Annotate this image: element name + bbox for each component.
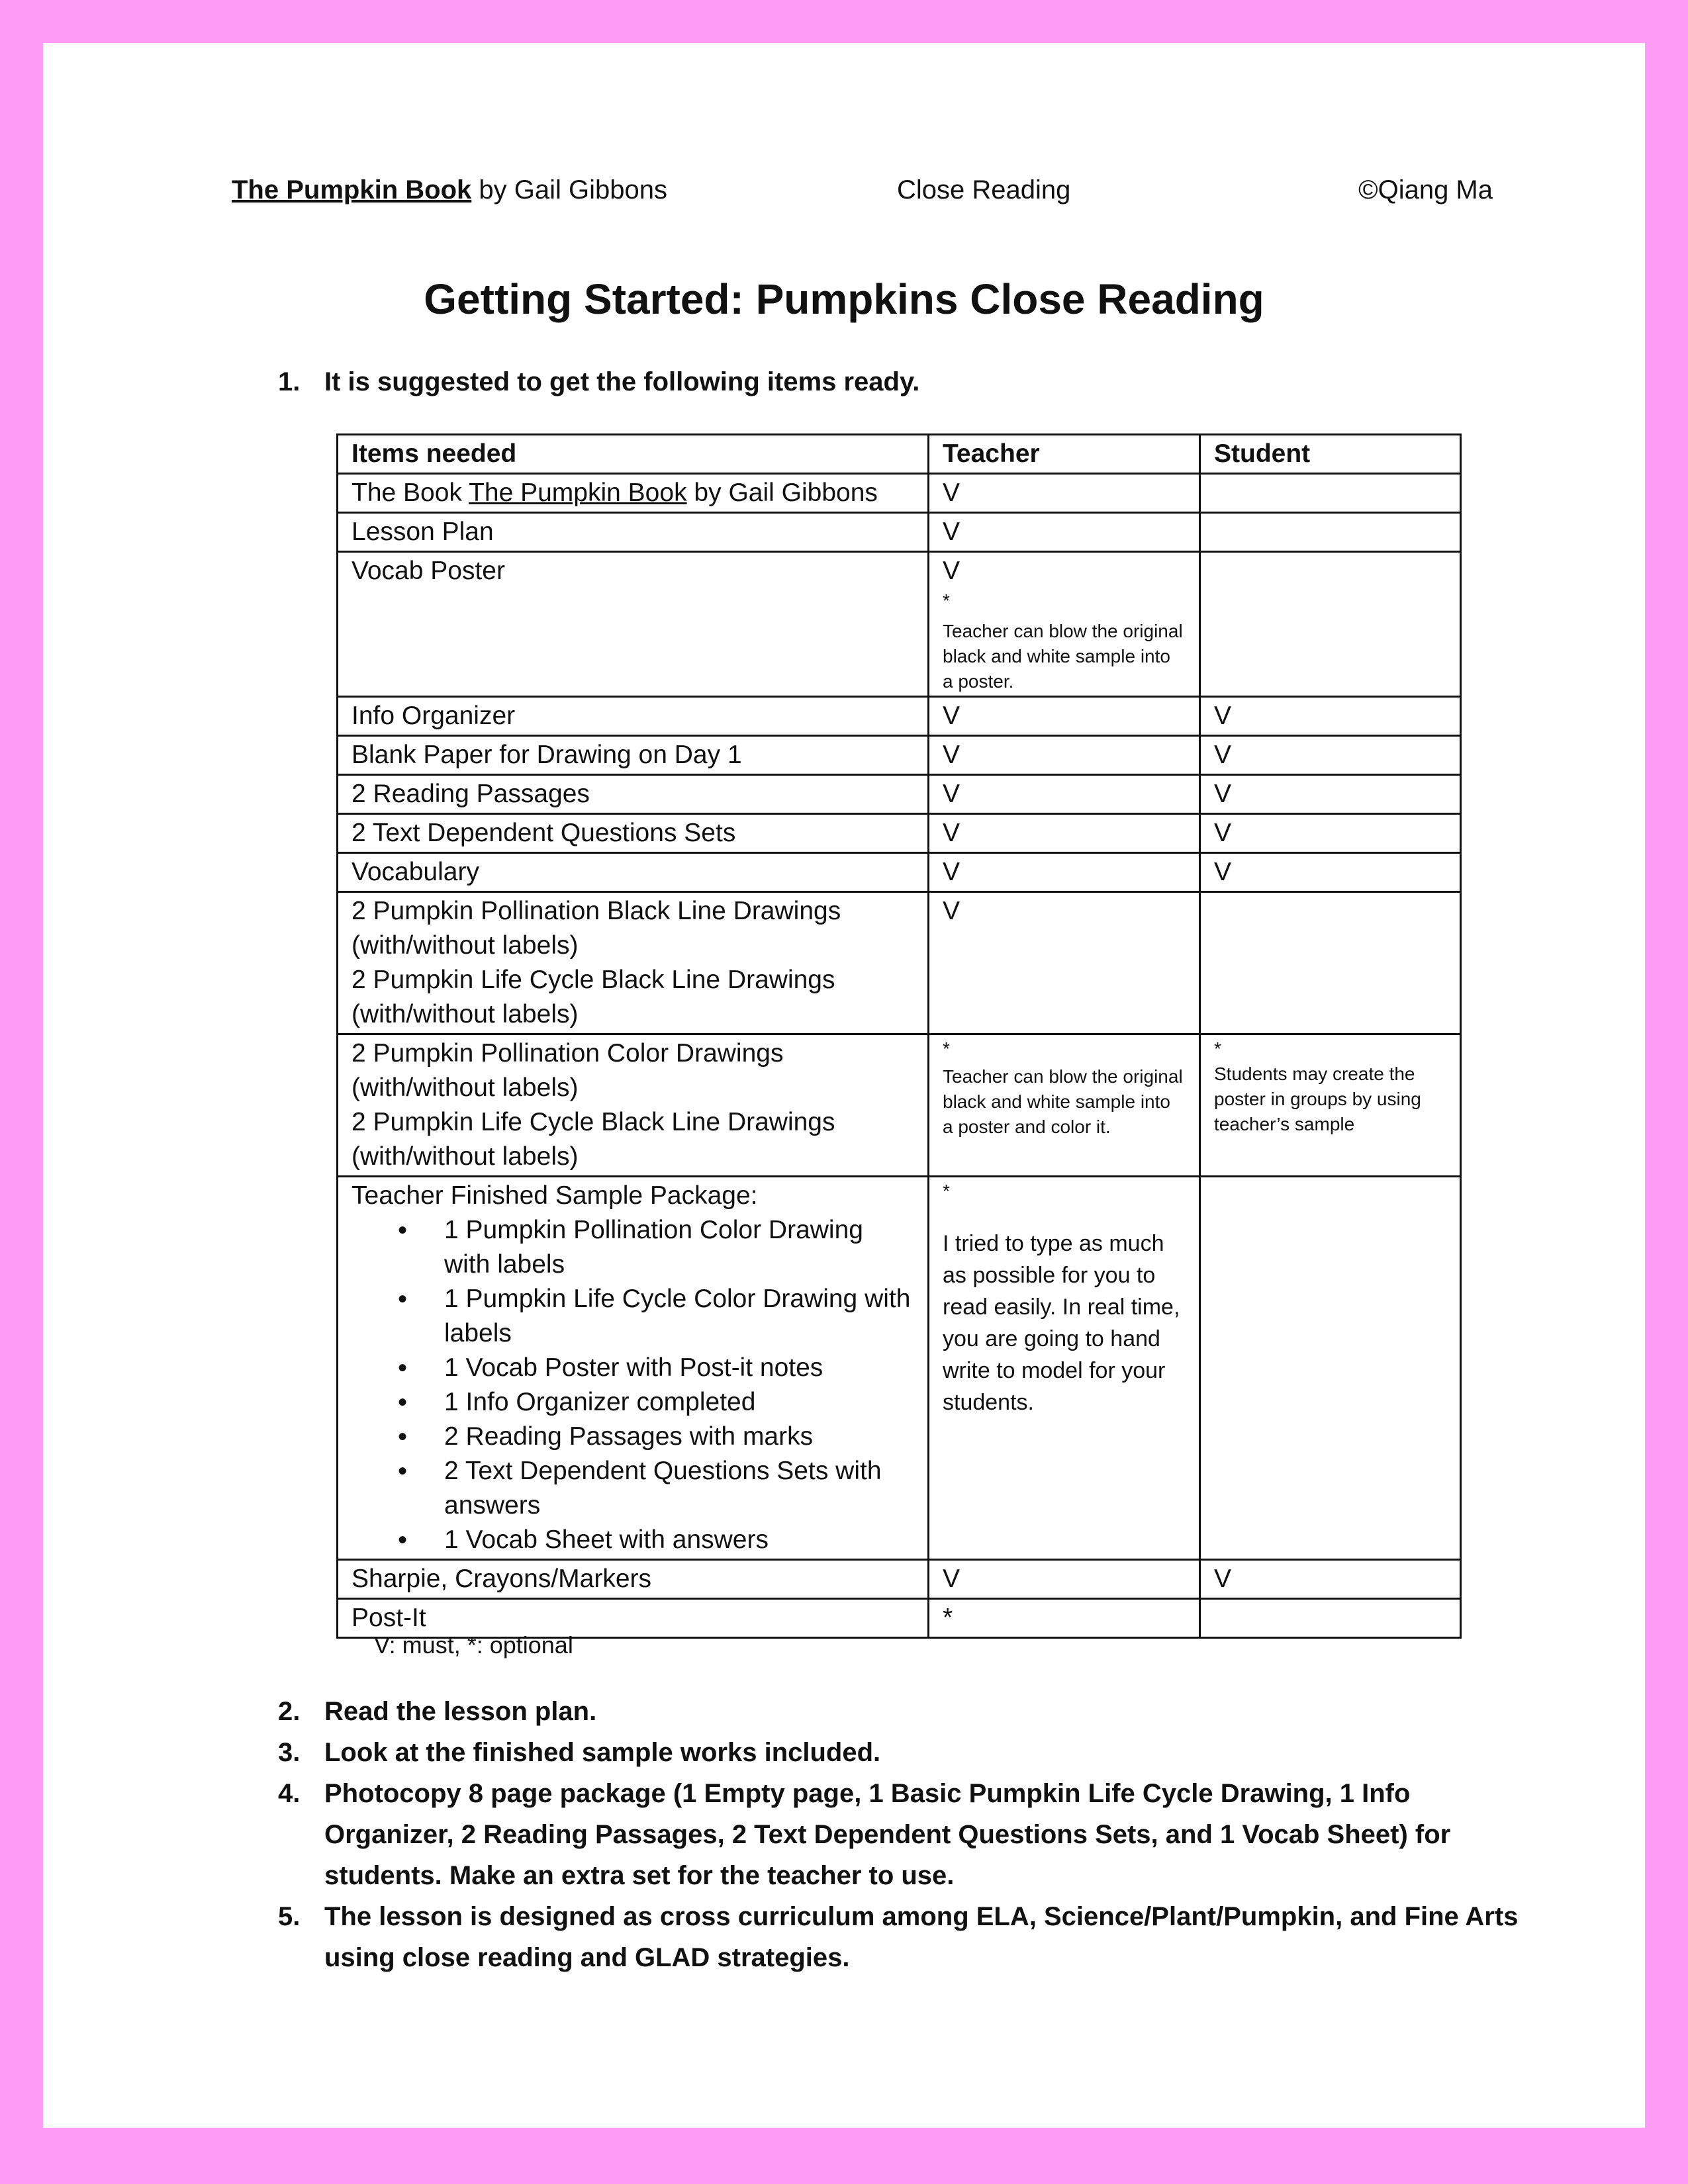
- teacher-cell: V: [929, 1560, 1200, 1599]
- header-book: [232, 175, 667, 205]
- list-item: • 1 Pumpkin Pollination Color Drawing with labels: [352, 1213, 914, 1282]
- step-4: [278, 1773, 1536, 1896]
- table-row: [338, 1560, 1461, 1599]
- steps-list: [278, 1691, 1536, 1978]
- step-text: Read the lesson plan.: [324, 1697, 597, 1726]
- student-cell: V: [1200, 1560, 1461, 1599]
- table-row: [338, 775, 1461, 814]
- item-cell: Vocabulary: [338, 853, 929, 892]
- teacher-cell: *: [929, 1599, 1200, 1638]
- student-cell: [1200, 513, 1461, 552]
- optional-mark: *: [943, 1181, 950, 1201]
- header-copyright: ©Qiang Ma: [1358, 175, 1493, 205]
- header-teacher: Teacher: [929, 435, 1200, 474]
- step-text: Look at the finished sample works included.: [324, 1738, 881, 1767]
- student-cell: [1200, 1177, 1461, 1560]
- teacher-note: Teacher can blow the original black and white sample into a poster.: [943, 621, 1183, 692]
- table-row: [338, 552, 1461, 697]
- table-row: [338, 814, 1461, 853]
- item-line: 2 Pumpkin Pollination Black Line Drawings (with/without labels): [352, 897, 841, 960]
- teacher-cell: [929, 552, 1200, 697]
- list-item: • 1 Vocab Poster with Post-it notes: [352, 1351, 914, 1385]
- student-note: Students may create the poster in groups by using teacher’s sample: [1214, 1064, 1421, 1134]
- student-cell: [1200, 474, 1461, 513]
- teacher-cell: [929, 1177, 1200, 1560]
- item-cell: 2 Text Dependent Questions Sets: [338, 814, 929, 853]
- item-text: The Book: [352, 478, 469, 507]
- item-cell: 2 Reading Passages: [338, 775, 929, 814]
- student-cell: [1200, 1034, 1461, 1177]
- header-book-author: by Gail Gibbons: [471, 175, 667, 205]
- step-number: 1.: [278, 367, 301, 396]
- student-cell: [1200, 892, 1461, 1034]
- document-page: [43, 43, 1645, 2128]
- table-row: [338, 474, 1461, 513]
- page-header: [232, 175, 1493, 215]
- item-cell: Vocab Poster: [338, 552, 929, 697]
- teacher-note: Teacher can blow the original black and white sample into a poster and color it.: [943, 1066, 1183, 1137]
- item-text: by Gail Gibbons: [686, 478, 878, 507]
- teacher-cell: V: [929, 775, 1200, 814]
- item-cell: Sharpie, Crayons/Markers: [338, 1560, 929, 1599]
- student-cell: V: [1200, 736, 1461, 775]
- list-item: • 2 Reading Passages with marks: [352, 1420, 914, 1454]
- item-cell: [338, 1034, 929, 1177]
- step-1: [278, 367, 919, 397]
- teacher-cell: V: [929, 853, 1200, 892]
- table-row: [338, 697, 1461, 736]
- package-list: [352, 1213, 914, 1557]
- student-cell: V: [1200, 814, 1461, 853]
- step-text: It is suggested to get the following items ready.: [324, 367, 920, 396]
- teacher-cell: V: [929, 814, 1200, 853]
- step-2: [278, 1691, 1536, 1732]
- teacher-note: I tried to type as much as possible for you to read easily. In real time, you are going to hand write to model for your students.: [943, 1231, 1180, 1415]
- teacher-cell: V: [929, 513, 1200, 552]
- list-item: • 2 Text Dependent Questions Sets with answers: [352, 1454, 914, 1523]
- table-row: [338, 853, 1461, 892]
- student-cell: V: [1200, 775, 1461, 814]
- item-cell: Blank Paper for Drawing on Day 1: [338, 736, 929, 775]
- student-cell: [1200, 552, 1461, 697]
- teacher-cell: V: [929, 892, 1200, 1034]
- optional-mark: *: [943, 590, 950, 611]
- table-row: [338, 1034, 1461, 1177]
- step-number: 2.: [278, 1697, 301, 1726]
- optional-mark: *: [1214, 1038, 1221, 1059]
- step-number: 4.: [278, 1779, 301, 1808]
- item-cell: [338, 474, 929, 513]
- table-row: [338, 736, 1461, 775]
- teacher-cell: V: [929, 697, 1200, 736]
- item-cell: Post-It: [338, 1599, 929, 1638]
- page-title: Getting Started: Pumpkins Close Reading: [424, 275, 1264, 323]
- step-number: 5.: [278, 1902, 301, 1931]
- list-item: • 1 Vocab Sheet with answers: [352, 1523, 914, 1557]
- step-3: [278, 1732, 1536, 1773]
- table-row: [338, 1177, 1461, 1560]
- student-cell: V: [1200, 697, 1461, 736]
- item-cell: Lesson Plan: [338, 513, 929, 552]
- package-heading: Teacher Finished Sample Package:: [352, 1181, 758, 1210]
- step-text: The lesson is designed as cross curriculum among ELA, Science/Plant/Pumpkin, and Fine Arts using close reading and GLAD strategies.: [324, 1902, 1519, 1972]
- table-header-row: [338, 435, 1461, 474]
- list-item: • 1 Pumpkin Life Cycle Color Drawing with labels: [352, 1282, 914, 1351]
- item-cell: [338, 1177, 929, 1560]
- item-line: 2 Pumpkin Life Cycle Black Line Drawings (with/without labels): [352, 1108, 835, 1171]
- header-book-title: The Pumpkin Book: [232, 175, 472, 205]
- header-student: Student: [1200, 435, 1461, 474]
- list-item: • 1 Info Organizer completed: [352, 1385, 914, 1420]
- teacher-mark: V: [943, 557, 961, 585]
- header-subject: Close Reading: [897, 175, 1071, 205]
- optional-mark: *: [943, 1038, 950, 1059]
- item-line: 2 Pumpkin Pollination Color Drawings (with/without labels): [352, 1039, 784, 1102]
- teacher-cell: [929, 1034, 1200, 1177]
- item-cell: Info Organizer: [338, 697, 929, 736]
- book-title: The Pumpkin Book: [469, 478, 687, 507]
- teacher-cell: V: [929, 474, 1200, 513]
- student-cell: V: [1200, 853, 1461, 892]
- student-cell: [1200, 1599, 1461, 1638]
- step-number: 3.: [278, 1738, 301, 1767]
- table-row: [338, 892, 1461, 1034]
- item-line: 2 Pumpkin Life Cycle Black Line Drawings (with/without labels): [352, 966, 835, 1028]
- header-items-needed: Items needed: [338, 435, 929, 474]
- step-text: Photocopy 8 page package (1 Empty page, 1 Basic Pumpkin Life Cycle Drawing, 1 Info Organizer, 2 Reading Passages, 2 Text Dependent Questions Sets, and 1 Vocab Sheet) for students. Make an extra set for the teacher to use.: [324, 1779, 1451, 1890]
- step-5: [278, 1896, 1536, 1978]
- table-legend: V: must, *: optional: [374, 1631, 573, 1659]
- teacher-cell: V: [929, 736, 1200, 775]
- items-table: [336, 433, 1462, 1639]
- item-cell: [338, 892, 929, 1034]
- table-row: [338, 513, 1461, 552]
